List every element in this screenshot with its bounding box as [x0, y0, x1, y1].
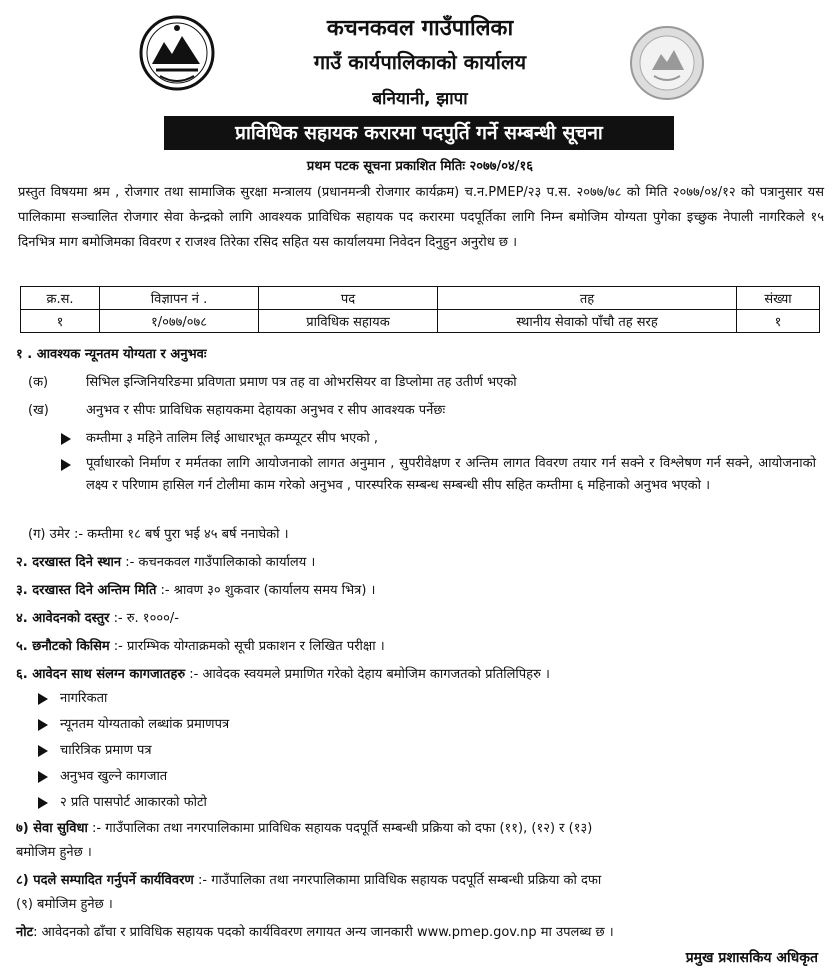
cell-ad-no: १/०७७/०७८	[100, 310, 259, 333]
col-ad-no: विज्ञापन नं .	[100, 287, 259, 310]
section-8-label: ८) पदले सम्पादित गर्नुपर्ने कार्यविवरण	[16, 873, 194, 888]
kha-bullet-2: पूर्वाधारको निर्माण र मर्मतका लागि आयोजनाको लागत अनुमान , सुपरीवेक्षण र अन्तिम लागत विवरण तयार गर्न सक्ने र विश्लेषण गर्न सक्ने, आयोजनाको लक्ष्य र परिणाम हासिल गर्न टोलीमा काम गरेको अनुभव , पारस्परिक सम्बन्ध सम्बन्धी सीप सहित कम्तीमा ६ महिनाको अनुभव भएको ।	[86, 456, 816, 493]
bullet-arrow-icon	[61, 433, 71, 445]
section-5-label: ५. छनौटको किसिम	[16, 639, 110, 654]
item-ga: (ग) उमेर :- कम्तीमा १८ बर्ष पुरा भई ४५ बर्ष ननाघेको ।	[28, 527, 289, 542]
office-name: गाउँ कार्यपालिकाको कार्यालय	[313, 50, 527, 74]
bullet-arrow-icon	[61, 459, 71, 471]
section-7-label: ७) सेवा सुविधा	[16, 821, 88, 836]
doc-item: न्यूनतम योग्यताको लब्धांक प्रमाणपत्र	[60, 717, 230, 732]
section-2-text: :- कचनकवल गाउँपालिकाको कार्यालय ।	[125, 555, 316, 570]
intro-paragraph: प्रस्तुत विषयमा श्रम , रोजगार तथा सामाजिक सुरक्षा मन्त्रालय (प्रधानमन्त्री रोजगार कार्यक्रम) च.न.PMEP/२३ प.स. २०७७/७८ को मिति २०७७/०४/१२ को पत्रानुसार यस पालिकामा सञ्चालित रोजगार सेवा केन्द्रको लागि आवश्यक प्राविधिक सहायक पद करारमा पदपूर्तिका लागि निम्न बमोजिम योग्यता पुगेका इच्छुक नेपाली नागरिकले १५ दिनभित्र माग बमोजिमका विवरण र राजश्व तिरेका रसिद सहित यस कार्यालयमा निवेदन दिनुहुन अनुरोध छ ।	[18, 185, 824, 250]
office-address: बनियानी, झापा	[372, 89, 468, 109]
item-ka-label: (क)	[28, 375, 49, 390]
col-post: पद	[259, 287, 438, 310]
bullet-arrow-icon	[38, 693, 48, 705]
doc-item: नागरिकता	[60, 691, 108, 706]
cell-level: स्थानीय सेवाको पाँचौ तह सरह	[438, 310, 737, 333]
section-7-text-cont: बमोजिम हुनेछ ।	[16, 845, 92, 860]
doc-item: चारित्रिक प्रमाण पत्र	[60, 743, 152, 758]
section-4-text: :- रु. १०००/-	[113, 611, 179, 626]
col-sn: क्र.स.	[21, 287, 100, 310]
note-text: : आवेदनको ढाँचा र प्राविधिक सहायक पदको कार्यविवरण लगायत अन्य जानकारी www.pmep.gov.np मा उपलब्ध छ ।	[33, 925, 614, 940]
section-8-text-cont: (९) बमोजिम हुनेछ ।	[16, 897, 113, 912]
table-row	[21, 310, 820, 333]
cell-sn: १	[21, 310, 100, 333]
cell-post: प्राविधिक सहायक	[259, 310, 438, 333]
section-5-text: :- प्रारम्भिक योग्ताक्रमको सूची प्रकाशन र लिखित परीक्षा ।	[113, 639, 385, 654]
section-1-heading: १ . आवश्यक न्यूनतम योग्यता र अनुभवः	[16, 347, 207, 362]
section-8-text: :- गाउँपालिका तथा नगरपालिकामा प्राविधिक सहायक पदपूर्ति सम्बन्धी प्रक्रिया को दफा	[197, 873, 602, 888]
section-3-text: :- श्रावण ३० शुकवार (कार्यालय समय भित्र) ।	[160, 583, 376, 598]
section-2-label: २. दरखास्त दिने स्थान	[16, 555, 122, 570]
col-level: तह	[438, 287, 737, 310]
signatory-title: प्रमुख प्रशासकिय अधिकृत	[685, 950, 818, 966]
vacancy-table	[20, 286, 820, 333]
publish-date: प्रथम पटक सूचना प्रकाशित मितिः २०७७/०४/१६	[306, 159, 534, 174]
col-count: संख्या	[737, 287, 820, 310]
bullet-arrow-icon	[38, 771, 48, 783]
item-kha-text: अनुभव र सीपः प्राविधिक सहायकमा देहायका अनुभव र सीप आवश्यक पर्नेछः	[86, 403, 446, 418]
section-6-text: :- आवेदक स्वयमले प्रमाणित गरेको देहाय बमोजिम कागजतको प्रतिलिपिहरु ।	[189, 667, 550, 682]
notice-header	[0, 0, 840, 174]
notice-title-banner: प्राविधिक सहायक करारमा पदपुर्ति गर्ने सम्बन्धी सूचना	[164, 116, 674, 150]
bullet-arrow-icon	[38, 719, 48, 731]
bullet-arrow-icon	[38, 745, 48, 757]
table-header-row	[21, 287, 820, 310]
item-ka-text: सिभिल इन्जिनियरिङमा प्रविणता प्रमाण पत्र तह वा ओभरसियर वा डिप्लोमा तह उतीर्ण भएको	[86, 375, 517, 390]
section-6-label: ६. आवेदन साथ संलग्न कागजातहरु	[16, 667, 186, 682]
note-label: नोट	[16, 925, 34, 940]
section-3-label: ३. दरखास्त दिने अन्तिम मिति	[16, 583, 157, 598]
municipality-name: कचनकवल गाउँपालिका	[326, 16, 514, 41]
doc-item: अनुभव खुल्ने कागजात	[60, 769, 168, 784]
bullet-arrow-icon	[38, 797, 48, 809]
kha-bullet-1: कम्तीमा ३ महिने तालिम लिई आधारभूत कम्प्यूटर सीप भएको ,	[86, 431, 378, 446]
cell-count: १	[737, 310, 820, 333]
section-4-label: ४. आवेदनको दस्तुर	[16, 611, 110, 626]
item-kha-label: (ख)	[28, 403, 49, 418]
doc-item: २ प्रति पासपोर्ट आकारको फोटो	[60, 795, 207, 810]
section-7-text: :- गाउँपालिका तथा नगरपालिकामा प्राविधिक सहायक पदपूर्ति सम्बन्धी प्रक्रिया को दफा (११), (१२) र (१३)	[92, 821, 593, 836]
rural-municipality-seal-icon	[628, 24, 706, 102]
